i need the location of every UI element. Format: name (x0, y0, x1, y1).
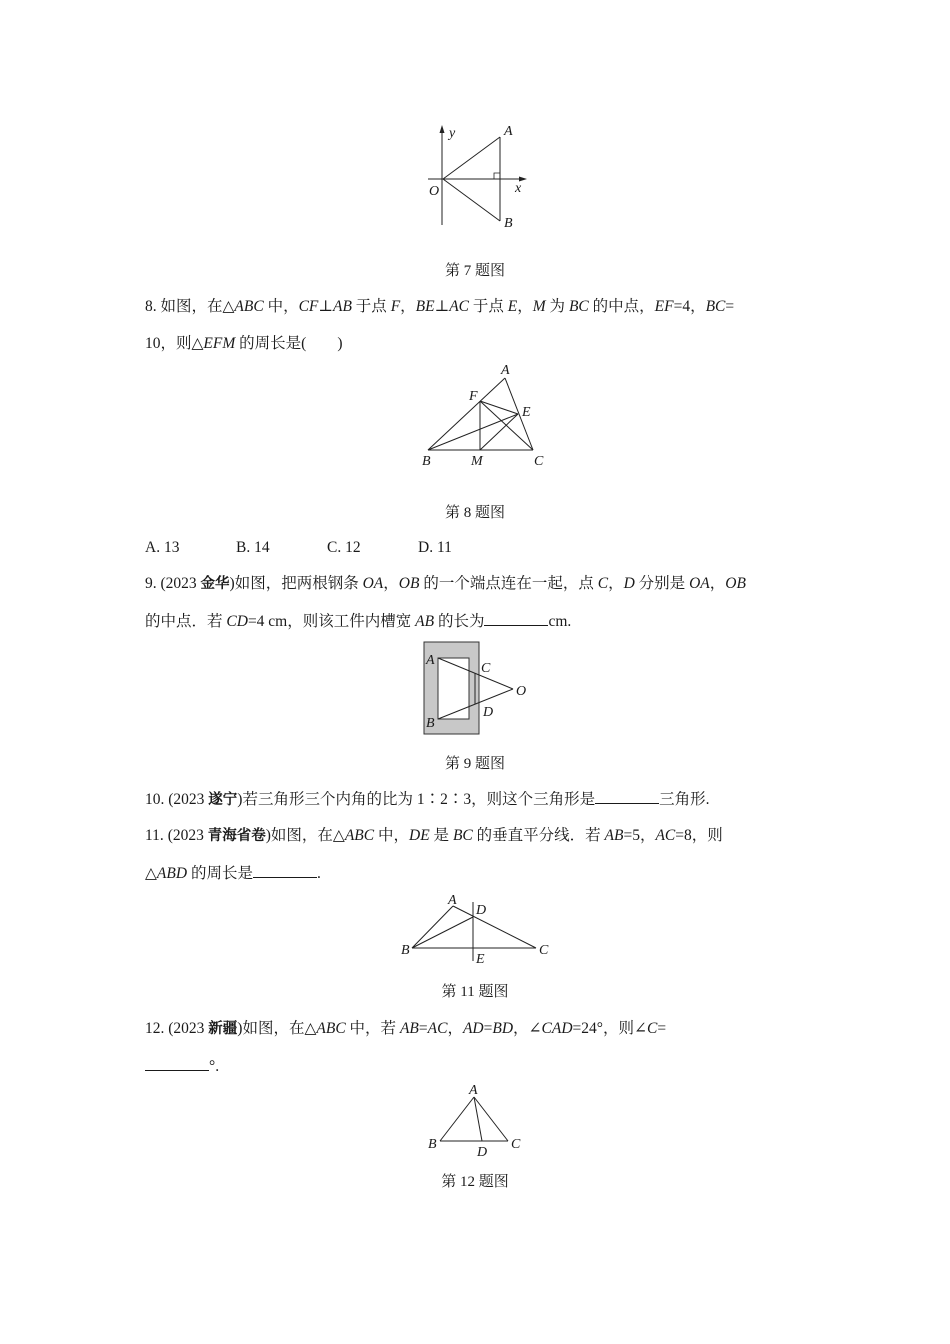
label-C: C (534, 454, 544, 469)
label-O: O (429, 184, 440, 199)
choice-d[interactable]: D. 11 (418, 539, 452, 556)
choice-a[interactable]: A. 13 (145, 539, 180, 556)
label-B: B (428, 1137, 437, 1152)
label-E: E (476, 952, 485, 967)
label-A: A (448, 893, 457, 908)
label-C: C (539, 943, 549, 958)
label-D: D (483, 705, 494, 720)
choice-b[interactable]: B. 14 (236, 539, 270, 556)
figure-9-caption: 第 9 题图 (444, 756, 505, 772)
label-F: F (469, 389, 478, 404)
question-12-line-1: 12. (2023 新疆)如图，在△ABC 中，若 AB=AC，AD=BD，∠CAD=24°，则∠C= (145, 1020, 667, 1037)
answer-blank-10[interactable] (595, 789, 659, 804)
label-A: A (426, 653, 435, 668)
figure-9-diagram (415, 638, 535, 738)
figure-12-caption: 第 12 题图 (441, 1174, 509, 1190)
question-8-line-2: 10，则△EFM 的周长是( ) (145, 335, 343, 352)
label-C: C (511, 1137, 521, 1152)
label-D: D (477, 1145, 488, 1158)
label-O: O (516, 684, 527, 699)
label-y: y (449, 126, 456, 141)
label-x: x (515, 181, 522, 196)
figure-8-diagram (410, 360, 560, 470)
label-A: A (469, 1083, 478, 1098)
question-9-line-1: 9. (2023 金华)如图，把两根钢条 OA，OB 的一个端点连在一起，点 C，D 分别是 OA，OB (145, 575, 746, 592)
figure-11-diagram (390, 890, 560, 970)
label-A: A (504, 124, 513, 139)
figure-8-caption: 第 8 题图 (444, 505, 505, 521)
label-D: D (476, 903, 487, 918)
figure-11-caption: 第 11 题图 (441, 984, 509, 1000)
figure-7-caption: 第 7 题图 (444, 263, 505, 279)
question-8-line-1: 8. 如图，在△ABC 中，CF⊥AB 于点 F，BE⊥AC 于点 E，M 为 BC 的中点，EF=4，BC= (145, 298, 735, 315)
label-E: E (522, 405, 531, 420)
label-A: A (501, 363, 510, 378)
label-B: B (426, 716, 435, 731)
answer-blank-12[interactable] (145, 1056, 209, 1071)
label-B: B (504, 216, 513, 231)
question-12-line-2: °. (145, 1056, 219, 1077)
question-10: 10. (2023 遂宁)若三角形三个内角的比为 1∶2∶3，则这个三角形是 三角形. (145, 791, 710, 808)
figure-12-diagram (415, 1078, 530, 1158)
question-11-line-1: 11. (2023 青海省卷)如图，在△ABC 中，DE 是 BC 的垂直平分线．若 AB=5，AC=8，则 (145, 827, 723, 844)
label-M: M (471, 454, 483, 469)
figure-7-diagram (410, 115, 540, 240)
answer-blank-11[interactable] (253, 863, 317, 878)
label-B: B (422, 454, 431, 469)
question-9-line-2: 的中点．若 CD=4 cm，则该工件内槽宽 AB 的长为 cm. (145, 613, 572, 630)
answer-blank-9[interactable] (484, 611, 548, 626)
question-11-line-2: △ABD 的周长是 . (145, 865, 321, 882)
label-C: C (481, 661, 491, 676)
label-B: B (401, 943, 410, 958)
choice-c[interactable]: C. 12 (327, 539, 361, 556)
